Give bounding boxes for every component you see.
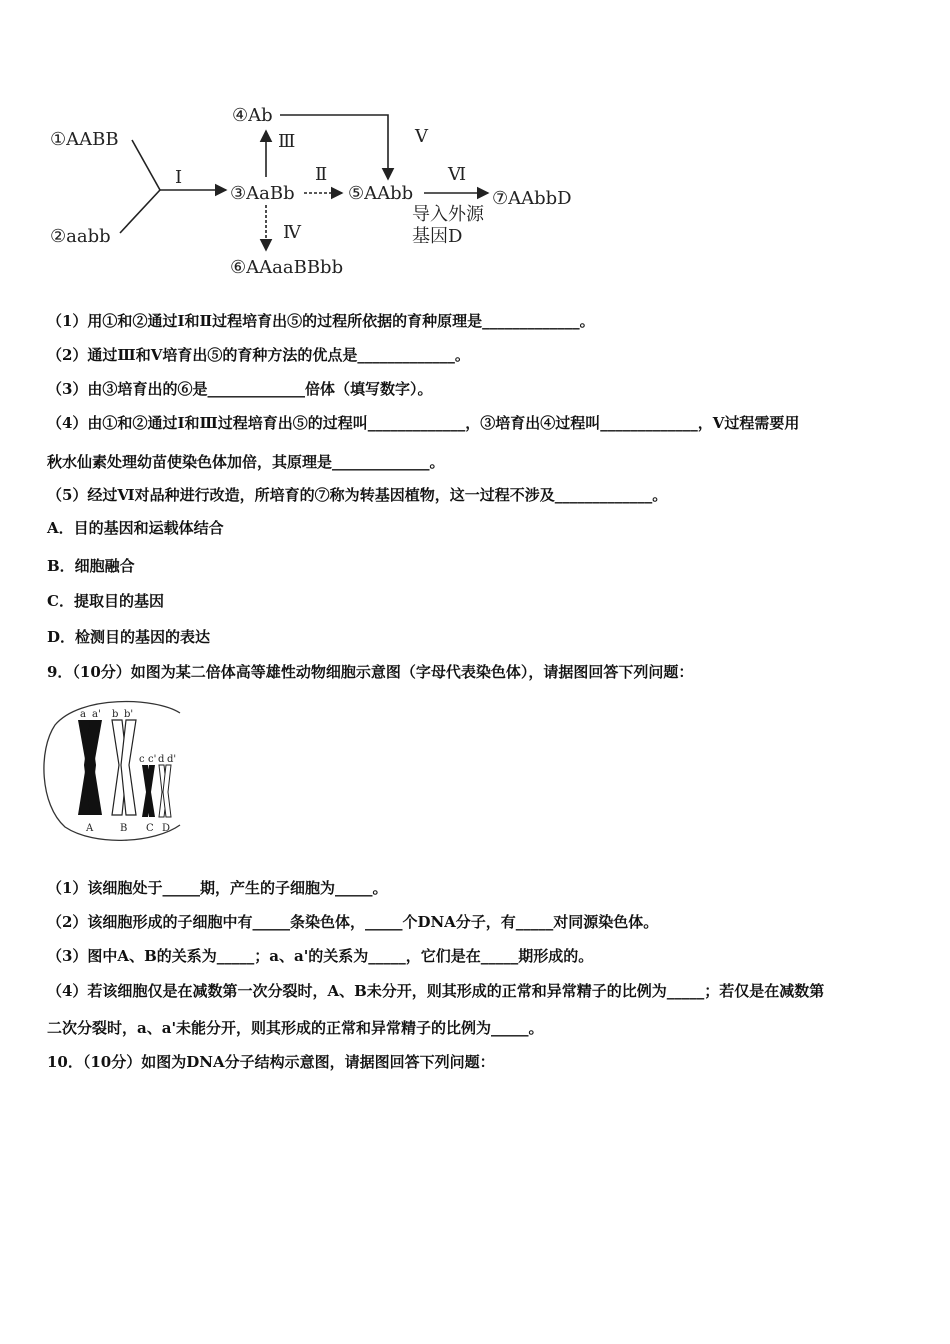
step-V: Ⅴ [415, 126, 428, 147]
chromosome-b [112, 720, 136, 815]
arrow-V [280, 115, 388, 179]
q9-part-2: （2）该细胞形成的子细胞中有_____条染色体，_____个DNA分子，有_____对同源染色体。 [47, 913, 659, 931]
chromosome-c [142, 765, 155, 817]
step-IV: Ⅳ [283, 222, 301, 243]
q8-part-1: （1）用①和②通过Ⅰ和Ⅱ过程培育出⑤的过程所依据的育种原理是_____________。 [47, 312, 595, 330]
node-1: ①AABB [50, 129, 119, 150]
label-B: B [120, 823, 128, 834]
step-I: Ⅰ [175, 167, 183, 188]
label-A: A [86, 823, 94, 834]
q8-option-c: C．提取目的基因 [47, 592, 164, 610]
chromosome-a [78, 720, 102, 815]
label-b: b [112, 709, 119, 720]
edge-2-join [120, 190, 160, 233]
step-II: Ⅱ [315, 164, 328, 185]
edge-1-join [132, 140, 160, 190]
chromosome-d [159, 765, 171, 817]
q9-part-4-line-1: （4）若该细胞仅是在减数第一次分裂时，A、B未分开，则其形成的正常和异常精子的比例为_____；若仅是在减数第 [47, 982, 825, 1000]
cell-figure [40, 695, 190, 845]
label-a: a [80, 709, 86, 720]
step-III: Ⅲ [278, 131, 296, 152]
q8-part-2: （2）通过Ⅲ和Ⅴ培育出⑤的育种方法的优点是_____________。 [47, 346, 470, 364]
label-a-prime: a' [92, 709, 101, 720]
label-D: D [162, 823, 171, 834]
q8-part-4-line-2: 秋水仙素处理幼苗使染色体加倍，其原理是_____________。 [47, 453, 445, 471]
node-3: ③AaBb [230, 183, 295, 204]
node-6: ⑥AAaaBBbb [230, 257, 344, 278]
q8-part-3: （3）由③培育出的⑥是_____________倍体（填写数字）。 [47, 380, 433, 398]
label-C: C [146, 823, 154, 834]
note-line-2: 基因D [412, 226, 463, 247]
q8-option-d: D．检测目的基因的表达 [47, 628, 211, 646]
node-7: ⑦AAbbD [492, 188, 572, 209]
step-VI: Ⅵ [448, 164, 467, 185]
note-line-1: 导入外源 [412, 204, 484, 225]
label-d: d [158, 754, 165, 765]
node-5: ⑤AAbb [348, 183, 414, 204]
q9-part-1: （1）该细胞处于_____期，产生的子细胞为_____。 [47, 879, 388, 897]
q10-stem: 10．（10分）如图为DNA分子结构示意图，请据图回答下列问题： [47, 1053, 495, 1071]
node-2: ②aabb [50, 226, 111, 247]
q8-part-5: （5）经过Ⅵ对品种进行改造，所培育的⑦称为转基因植物，这一过程不涉及_____________。 [47, 486, 668, 504]
q8-option-b: B．细胞融合 [47, 557, 135, 575]
breeding-diagram [40, 95, 600, 285]
label-c-prime: c' [148, 754, 157, 765]
label-d-prime: d' [167, 754, 177, 765]
label-b-prime: b' [124, 709, 134, 720]
q9-part-4-line-2: 二次分裂时，a、a'未能分开，则其形成的正常和异常精子的比例为_____。 [47, 1019, 544, 1037]
q9-part-3: （3）图中A、B的关系为_____；a、a'的关系为_____，它们是在_____期形成的。 [47, 947, 594, 965]
q8-part-4-line-1: （4）由①和②通过Ⅰ和Ⅲ过程培育出⑤的过程叫_____________，③培育出④过程叫_____________，Ⅴ过程需要用 [47, 414, 800, 432]
q8-option-a: A．目的基因和运载体结合 [47, 519, 224, 537]
q9-stem: 9．（10分）如图为某二倍体高等雄性动物细胞示意图（字母代表染色体），请据图回答下列问题： [47, 663, 694, 681]
label-c: c [139, 754, 145, 765]
node-4: ④Ab [232, 105, 273, 126]
